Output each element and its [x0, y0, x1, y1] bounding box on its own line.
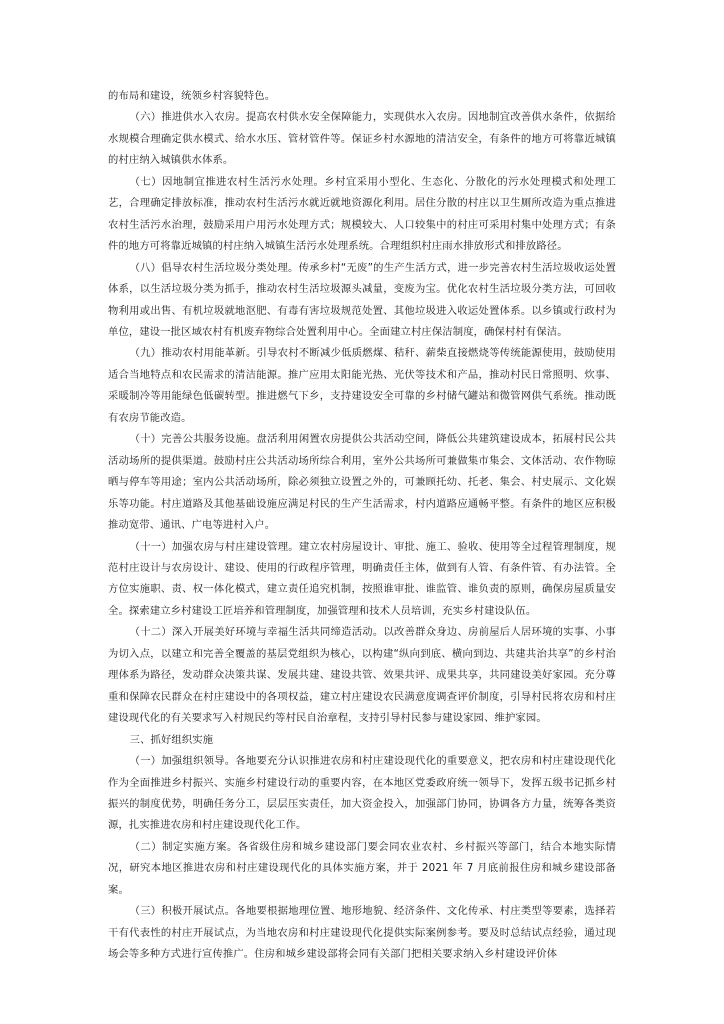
paragraph-pilot-program: （三）积极开展试点。各地要根据地理位置、地形地貌、经济条件、文化传承、村庄类型等要素，选择若干有代表性的村庄开展试点，为当地农房和村庄建设现代化提供实际案例参考。要及时总结试点经验，通过现场会等多种方式进行宣传推广。住房和城乡建设部将会同有关部门把相关要求纳入乡村建设评价体	[108, 905, 616, 961]
document-page	[108, 86, 616, 966]
paragraph-construction-management: （十一）加强农房与村庄建设管理。建立农村房屋设计、审批、施工、验收、使用等全过程管理制度，规范村庄设计与农房设计、建设、使用的行政程序管理，明确责任主体，做到有人管、有条件管、有办法管。全方位实施职、责、权一体化模式，建立责任追究机制，按照谁审批、谁监管、谁负责的原则，确保房屋质量安全。探索建立乡村建设工匠培养和管理制度，加强管理和技术人员培训，充实乡村建设队伍。	[108, 540, 616, 617]
paragraph-co-creation: （十二）深入开展美好环境与幸福生活共同缔造活动。以改善群众身边、房前屋后人居环境的实事、小事为切入点，以建立和完善全覆盖的基层党组织为核心，以构建“纵向到底、横向到边、共建共治共享”的乡村治理体系为路径，发动群众决策共谋、发展共建、建设共管、效果共评、成果共享，共同建设美好家园。充分尊重和保障农民群众在村庄建设中的各项权益，建立村庄建设农民满意度调查评价制度，引导村民将农房和村庄建设现代化的有关要求写入村规民约等村民自治章程，支持引导村民参与建设家园、维护家园。	[108, 626, 616, 725]
paragraph-sewage-treatment: （七）因地制宜推进农村生活污水处理。乡村宜采用小型化、生态化、分散化的污水处理模式和处理工艺，合理确定排放标准，推动农村生活污水就近就地资源化利用。居住分散的村庄以卫生厕所改造为重点推进农村生活污水治理，鼓励采用户用污水处理方式；规模较大、人口较集中的村庄可采用村集中处理方式；有条件的地方可将靠近城镇的村庄纳入城镇生活污水处理系统。合理组织村庄雨水排放形式和排放路径。	[108, 175, 616, 253]
paragraph-water-supply: （六）推进供水入农房。提高农村供水安全保障能力，实现供水入农房。因地制宜改善供水条件，依据给水规模合理确定供水模式、给水水压、管材管件等。保证乡村水源地的清洁安全，有条件的地方可将靠近城镇的村庄纳入城镇供水体系。	[108, 111, 616, 167]
paragraph-public-services: （十）完善公共服务设施。盘活利用闲置农房提供公共活动空间，降低公共建筑建设成本，拓展村民公共活动场所的提供渠道。鼓励村庄公共活动场所综合利用，室外公共场所可兼做集市集会、文体活动、农作物晾晒与停车等用途；室内公共活动场所，除必须独立设置之外的，可兼顾托幼、托老、集会、村史展示、文化娱乐等功能。村庄道路及其他基础设施应满足村民的生产生活需求，村内道路应通畅平整。有条件的地区应积极推动宽带、通讯、广电等进村入户。	[108, 433, 616, 532]
paragraph-energy-reform: （九）推动农村用能革新。引导农村不断减少低质燃煤、秸秆、薪柴直接燃烧等传统能源使用，鼓励使用适合当地特点和农民需求的清洁能源。推广应用太阳能光热、光伏等技术和产品，推动村民日常照明、炊事、采暖制冷等用能绿色低碳转型。推进燃气下乡，支持建设安全可靠的乡村储气罐站和微管网供气系统。推动既有农房节能改造。	[108, 347, 616, 424]
paragraph-layout-continuation: 的布局和建设，统领乡村容貌特色。	[108, 90, 276, 102]
section-heading: 三、抓好组织实施	[129, 733, 214, 746]
paragraph-organization-leadership: （一）加强组织领导。各地要充分认识推进农房和村庄建设现代化的重要意义，把农房和村庄建设现代化作为全面推进乡村振兴、实施乡村建设行动的重要内容，在本地区党委政府统一领导下，发挥五级书记抓乡村振兴的制度优势，明确任务分工，层层压实责任，加大资金投入，加强部门协同，协调各方力量，统筹各类资源，扎实推进农房和村庄建设现代化工作。	[108, 755, 616, 832]
paragraph-garbage-sorting: （八）倡导农村生活垃圾分类处理。传承乡村“无废”的生产生活方式，进一步完善农村生活垃圾收运处置体系，以生活垃圾分类为抓手，推动农村生活垃圾源头减量，变废为宝。优化农村生活垃圾分类方法，可回收物利用或出售、有机垃圾就地沤肥、有毒有害垃圾规范处置、其他垃圾进入收运处置体系。以乡镇或行政村为单位，建设一批区域农村有机废弃物综合处置利用中心。全面建立村庄保洁制度，确保村村有保洁。	[108, 261, 616, 338]
paragraph-implementation-plan: （二）制定实施方案。各省级住房和城乡建设部门要会同农业农村、乡村振兴等部门，结合本地实际情况，研究本地区推进农房和村庄建设现代化的具体实施方案，并于 2021 年 7 月底前报住房和城乡建设部备案。	[108, 840, 616, 896]
